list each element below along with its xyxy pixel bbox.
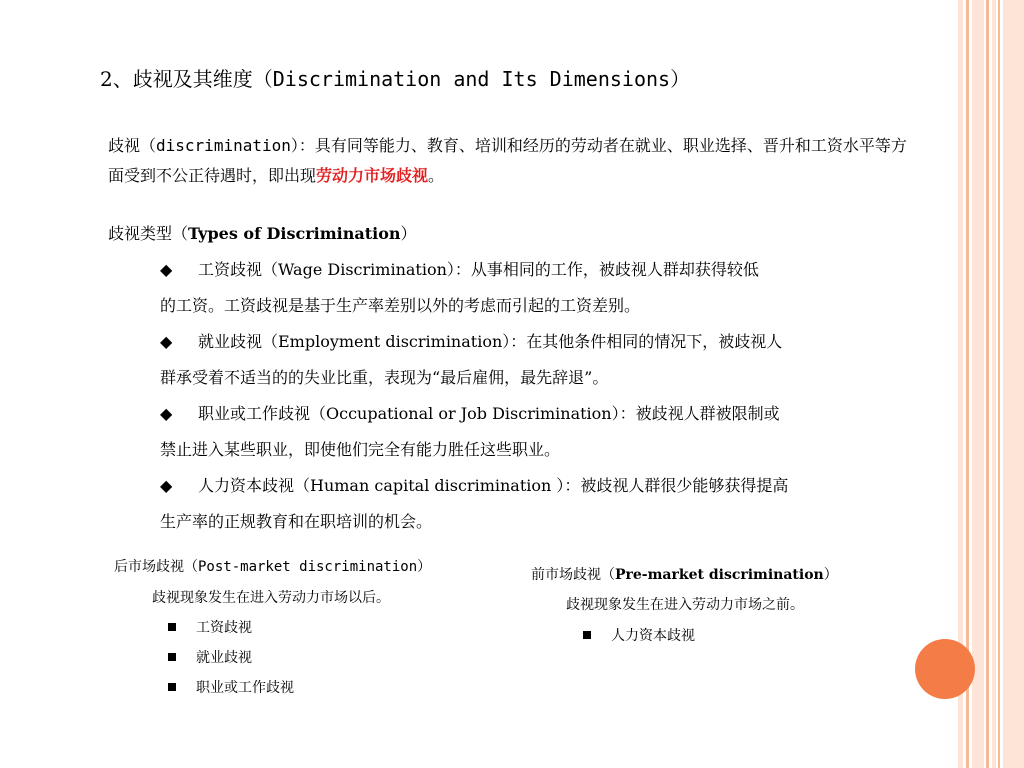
- type-item-occupational: [160, 396, 900, 468]
- types-heading: [108, 219, 417, 249]
- post-market-item: [168, 647, 252, 669]
- pre-market-heading: [531, 564, 838, 586]
- definition-body: 具有同等能力、教育、培训和经历的劳动者在就业、职业选择、晋升和工资水平等方面受到不公正待遇时，即出现: [108, 136, 907, 185]
- type-item-wage: [160, 252, 900, 324]
- type-item-lead: 就业歧视（Employment discrimination）：在其他条件相同的情况下，被歧视人: [198, 332, 783, 351]
- title-en: Discrimination and Its Dimensions: [272, 67, 671, 91]
- stripe-7: [1003, 0, 1024, 768]
- type-item-cont: 的工资。工资歧视是基于生产率差别以外的考虑而引起的工资差别。: [160, 296, 641, 315]
- pre-market-item: [583, 625, 695, 647]
- post-market-heading: [114, 556, 431, 578]
- pre-market-heading-zh: 前市场歧视（: [531, 567, 615, 583]
- types-heading-close: ）: [400, 224, 417, 243]
- diamond-bullet-icon: ◆: [160, 332, 173, 351]
- post-market-description: 歧视现象发生在进入劳动力市场以后。: [152, 590, 390, 606]
- type-item-human-capital: [160, 468, 900, 540]
- type-item-lead: 工资歧视（Wage Discrimination）：从事相同的工作，被歧视人群却获得较低: [198, 260, 759, 279]
- definition-highlight: 劳动力市场歧视: [316, 166, 429, 185]
- types-heading-en: Types of Discrimination: [188, 224, 401, 243]
- title-zh: 2、歧视及其维度（: [100, 67, 273, 91]
- square-bullet-icon: [168, 683, 176, 691]
- title-end: ）: [670, 67, 691, 91]
- definition-end: 。: [428, 166, 445, 185]
- diamond-bullet-icon: ◆: [160, 260, 173, 279]
- square-bullet-icon: [583, 631, 591, 639]
- type-item-cont: 生产率的正规教育和在职培训的机会。: [160, 512, 433, 531]
- stripe-3: [972, 0, 984, 768]
- post-market-heading-close: ）: [417, 559, 432, 575]
- diamond-bullet-icon: ◆: [160, 404, 173, 423]
- type-item-cont: 禁止进入某些职业，即使他们完全有能力胜任这些职业。: [160, 440, 561, 459]
- square-bullet-icon: [168, 623, 176, 631]
- pre-market-item-label: 人力资本歧视: [611, 628, 695, 644]
- pre-market-description: 歧视现象发生在进入劳动力市场之前。: [566, 597, 804, 613]
- pre-market-heading-close: ）: [823, 567, 838, 583]
- definition-paragraph: [108, 131, 908, 191]
- type-item-cont: 群承受着不适当的的失业比重，表现为“最后雇佣，最先辞退”。: [160, 368, 609, 387]
- definition-term-close: ）：: [290, 136, 315, 155]
- decorative-circle: [915, 639, 975, 699]
- type-item-lead: 职业或工作歧视（Occupational or Job Discrimination）：被歧视人群被限制或: [198, 404, 780, 423]
- post-market-item: [168, 677, 294, 699]
- definition-term-en: discrimination: [156, 136, 291, 155]
- stripe-5: [992, 0, 996, 768]
- stripe-6: [998, 0, 1000, 768]
- pre-market-heading-en: Pre-market discrimination: [615, 567, 824, 583]
- post-market-heading-en: Post-market discrimination: [198, 559, 418, 575]
- types-heading-zh: 歧视类型（: [108, 224, 189, 243]
- type-item-employment: [160, 324, 900, 396]
- definition-term: 歧视（: [108, 136, 157, 155]
- post-market-item-label: 职业或工作歧视: [196, 680, 294, 696]
- post-market-item: [168, 617, 252, 639]
- post-market-item-label: 工资歧视: [196, 620, 252, 636]
- square-bullet-icon: [168, 653, 176, 661]
- stripe-4: [986, 0, 989, 768]
- post-market-heading-zh: 后市场歧视（: [114, 559, 198, 575]
- diamond-bullet-icon: ◆: [160, 476, 173, 495]
- slide-title: [100, 64, 690, 94]
- type-item-lead: 人力资本歧视（Human capital discrimination ）：被歧视人群很少能够获得提高: [198, 476, 789, 495]
- post-market-item-label: 就业歧视: [196, 650, 252, 666]
